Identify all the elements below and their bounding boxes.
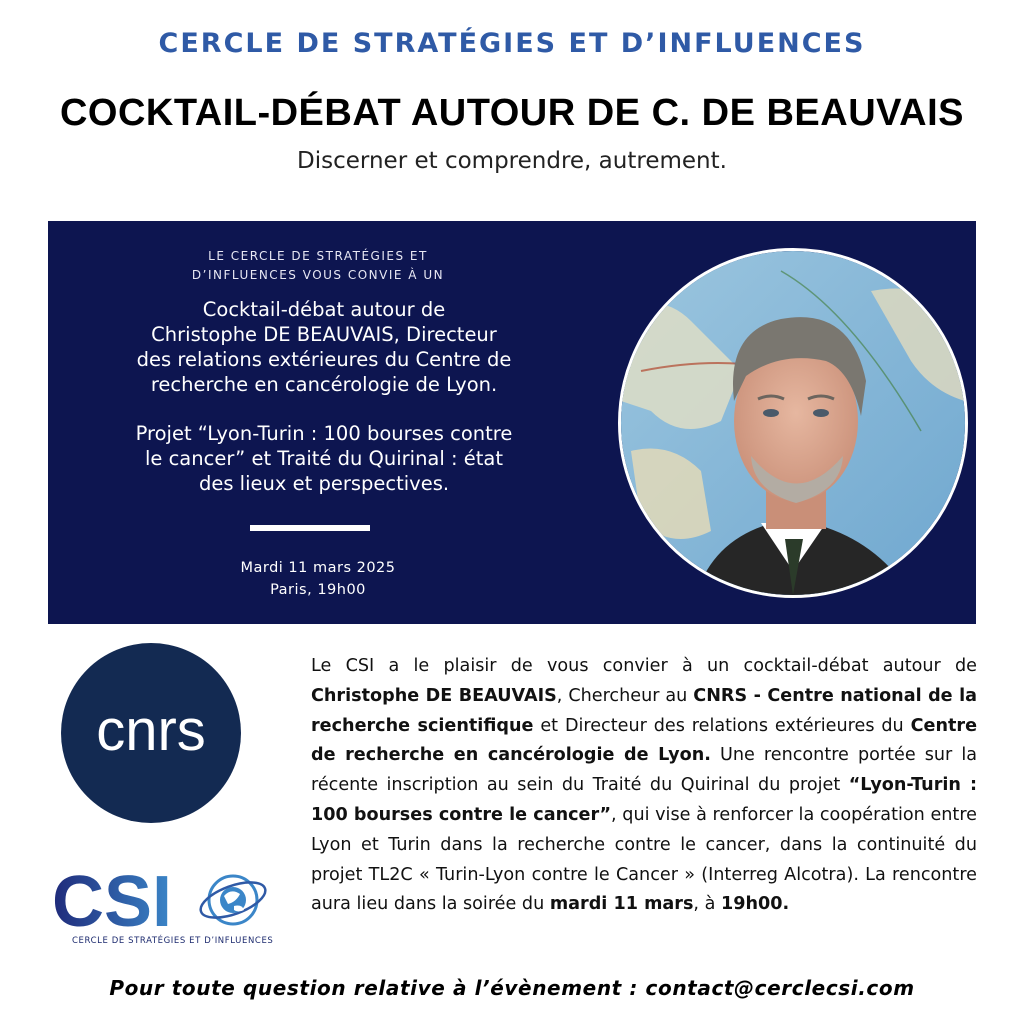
cnrs-logo-text: cnrs	[96, 698, 206, 763]
project-line-3: des lieux et perspectives.	[198, 472, 450, 495]
event-place-time: Paris, 19h00	[270, 582, 366, 598]
event-description: Le CSI a le plaisir de vous convier à un cocktail-débat autour de Christophe DE BEAUVAIS, Chercheur au CNRS - Centre national de la recherche scientifique et Directeur des relations extérieures du Centre de recherche en cancérologie de Lyon. Une rencontre portée sur la récente inscription au sein du Traité du Quirinal du projet “Lyon-Turin : 100 bourses contre le cancer”, qui vise à renforcer la coopération entre Lyon et Turin dans la recherche contre le cancer, dans la continuité du projet TL2C « Turin-Lyon contre le Cancer » (Interreg Alcotra). La rencontre aura lieu dans la soirée du mardi 11 mars, à 19h00.	[311, 656, 977, 915]
page-title: COCKTAIL-DÉBAT AUTOUR DE C. DE BEAUVAIS	[59, 92, 965, 134]
invite-line-2: D’INFLUENCES VOUS CONVIE À UN	[191, 268, 445, 282]
lead-text	[68, 297, 580, 496]
lead-line-4: recherche en cancérologie de Lyon.	[150, 373, 498, 396]
org-name: CERCLE DE STRATÉGIES ET D’INFLUENCES	[158, 28, 866, 59]
tagline: Discerner et comprendre, autrement.	[297, 148, 727, 174]
speaker-photo	[621, 251, 965, 595]
lead-line-1: Cocktail-débat autour de	[202, 298, 446, 321]
contact-line: Pour toute question relative à l’évènement : contact@cerclecsi.com	[109, 976, 915, 1000]
banner-text	[48, 221, 588, 624]
project-line-1: Projet “Lyon-Turin : 100 bourses contre	[135, 422, 513, 445]
speaker-portrait	[618, 248, 968, 598]
invite-line	[48, 247, 588, 285]
lead-line-3: des relations extérieures du Centre de	[136, 348, 512, 371]
event-date: Mardi 11 mars 2025	[240, 560, 396, 576]
project-line-2: le cancer” et Traité du Quirinal : état	[144, 447, 504, 470]
event-datetime	[48, 557, 588, 601]
csi-caption: CERCLE DE STRATÉGIES ET D’INFLUENCES	[72, 936, 274, 946]
divider	[250, 525, 370, 531]
csi-logo-text: CSI	[52, 862, 173, 942]
invitation-banner	[48, 221, 976, 624]
csi-logo	[48, 858, 278, 948]
cnrs-logo	[60, 642, 242, 824]
globe-icon	[196, 875, 269, 925]
invite-line-1: LE CERCLE DE STRATÉGIES ET	[208, 249, 428, 263]
lead-line-2: Christophe DE BEAUVAIS, Directeur	[151, 323, 497, 346]
